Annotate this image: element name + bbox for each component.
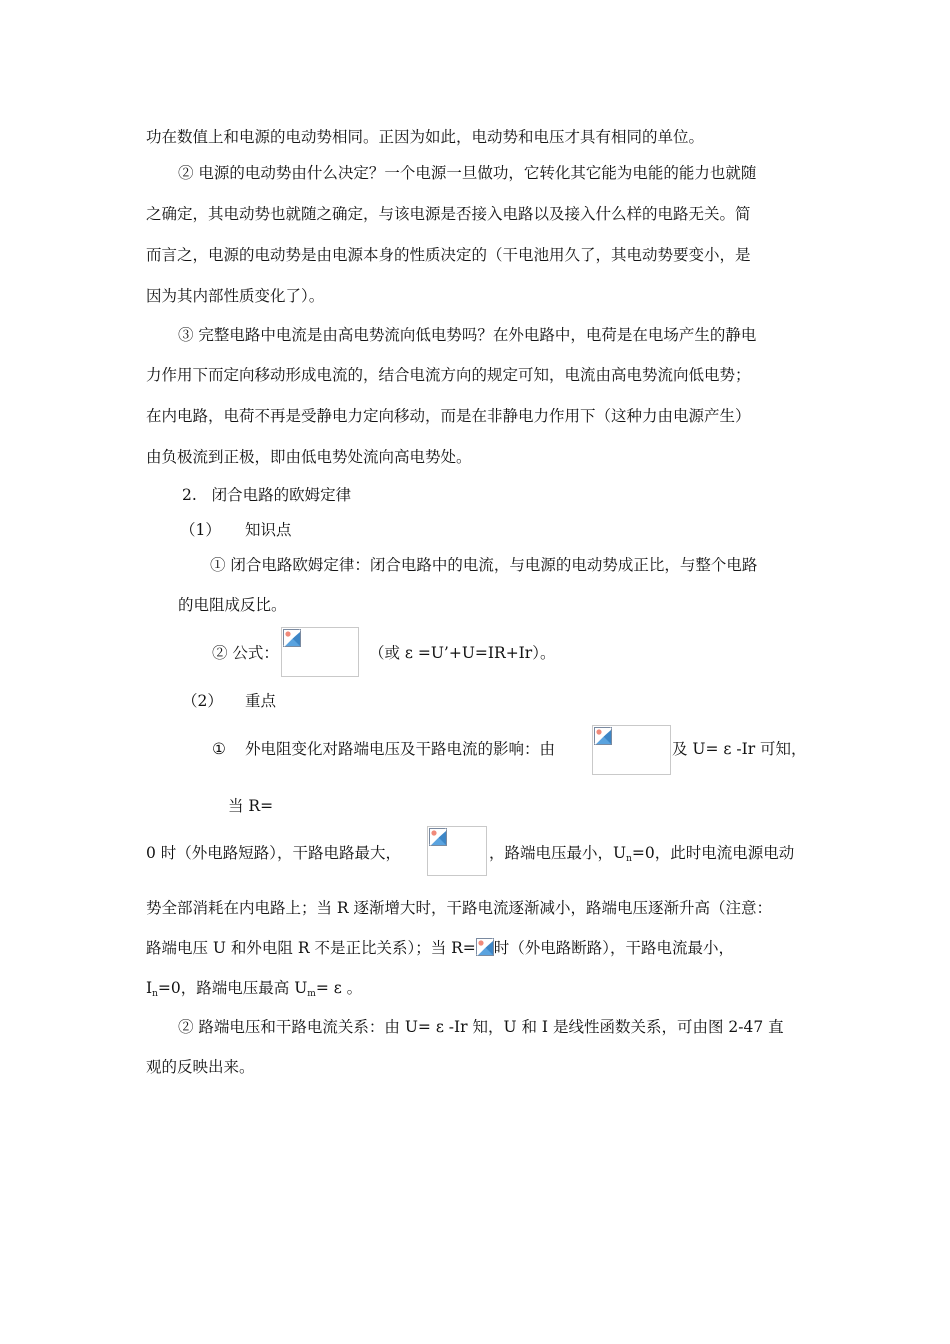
list-number: ① xyxy=(212,740,226,758)
section-heading: 2. 闭合电路的欧姆定律 xyxy=(182,486,352,504)
paragraph-line: 因为其内部性质变化了）。 xyxy=(146,287,325,305)
paragraph-line: ② 路端电压和干路电流关系：由 U= ε -Ir 知，U 和 I 是线性函数关系，可由图 2-47 直 xyxy=(178,1018,784,1036)
formula-text: （或 ε =U’+U=IR+Ir）。 xyxy=(369,644,556,662)
subsection-number: （2） xyxy=(182,692,223,710)
broken-image-icon xyxy=(283,629,301,647)
paragraph-line: 0 时（外电路短路），干路电路最大， xyxy=(146,844,402,862)
subsection-title: 知识点 xyxy=(245,521,292,539)
text-run: ，路端电压最小，U xyxy=(489,844,627,862)
formula-label: ② 公式： xyxy=(212,644,279,662)
paragraph-line xyxy=(489,842,794,870)
paragraph-line xyxy=(146,937,734,959)
subscript: n xyxy=(152,989,158,999)
broken-image-icon xyxy=(594,727,612,745)
paragraph-line: 功在数值上和电源的电动势相同。正因为如此，电动势和电压才具有相同的单位。 xyxy=(146,128,705,146)
paragraph-line: 力作用下而定向移动形成电流的，结合电流方向的规定可知，电流由高电势流向低电势； xyxy=(146,366,751,384)
subsection-title: 重点 xyxy=(245,692,277,710)
paragraph-line xyxy=(146,977,362,1005)
text-run: 时（外电路断路），干路电流最小， xyxy=(493,939,735,957)
paragraph-line: 的电阻成反比。 xyxy=(178,596,287,614)
paragraph-line: 外电阻变化对路端电压及干路电流的影响：由 xyxy=(245,740,556,758)
text-run: =0，此时电流电源电动 xyxy=(631,844,795,862)
broken-image-icon xyxy=(476,938,494,956)
paragraph-line: 及 U= ε -Ir 可知， xyxy=(672,740,807,758)
paragraph-line: 在内电路，电荷不再是受静电力定向移动，而是在非静电力作用下（这种力由电源产生） xyxy=(146,407,751,425)
paragraph-line: 当 R= xyxy=(228,797,274,815)
paragraph-line: 观的反映出来。 xyxy=(146,1058,255,1076)
formula-image-placeholder xyxy=(592,725,671,775)
formula-image-placeholder xyxy=(281,627,359,677)
subsection-number: （1） xyxy=(180,521,221,539)
paragraph-line: ② 电源的电动势由什么决定？一个电源一旦做功，它转化其它能为电能的能力也就随 xyxy=(178,164,757,182)
paragraph-line: ③ 完整电路中电流是由高电势流向低电势吗？在外电路中，电荷是在电场产生的静电 xyxy=(178,326,757,344)
paragraph-line: 势全部消耗在内电路上；当 R 逐渐增大时，干路电流逐渐减小，路端电压逐渐升高（注意： xyxy=(146,899,773,917)
paragraph-line: ① 闭合电路欧姆定律：闭合电路中的电流，与电源的电动势成正比，与整个电路 xyxy=(210,556,758,574)
text-run: = ε 。 xyxy=(315,979,363,997)
paragraph-line: 由负极流到正极，即由低电势处流向高电势处。 xyxy=(146,448,472,466)
text-run: =0，路端电压最高 U xyxy=(157,979,308,997)
broken-image-icon xyxy=(429,828,447,846)
text-run: I xyxy=(146,979,153,997)
paragraph-line: 之确定，其电动势也就随之确定，与该电源是否接入电路以及接入什么样的电路无关。简 xyxy=(146,205,751,223)
paragraph-line: 而言之，电源的电动势是由电源本身的性质决定的（干电池用久了，其电动势要变小，是 xyxy=(146,246,751,264)
subscript: m xyxy=(307,989,316,999)
subscript: n xyxy=(626,854,632,864)
formula-image-placeholder xyxy=(427,826,487,876)
text-run: 路端电压 U 和外电阻 R 不是正比关系）；当 R= xyxy=(146,939,476,957)
